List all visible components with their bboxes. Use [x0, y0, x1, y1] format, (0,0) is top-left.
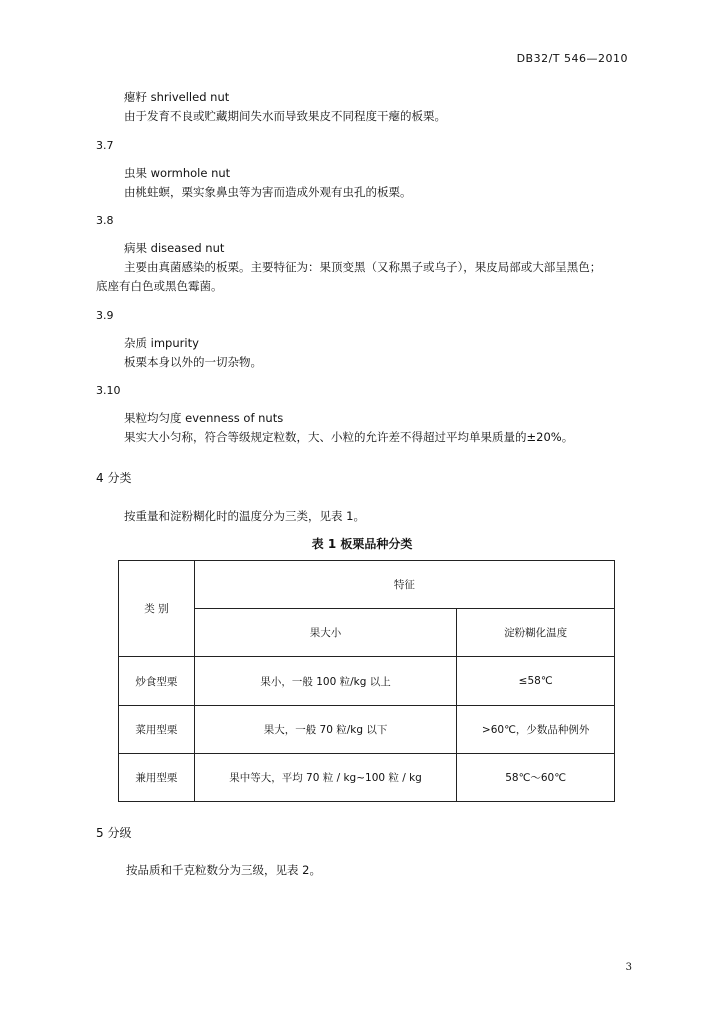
table-header-size: 果大小	[194, 609, 456, 657]
table-cell-temp: >60℃，少数品种例外	[457, 706, 615, 754]
section-4-text: 按重量和淀粉糊化时的温度分为三类，见表 1。	[124, 509, 365, 523]
table-header-category: 类 别	[119, 561, 195, 657]
table-cell-size: 果中等大，平均 70 粒 / kg~100 粒 / kg	[194, 754, 456, 802]
classification-table	[118, 560, 615, 802]
table-header-feature: 特征	[194, 561, 614, 609]
term-evenness-of-nuts: 果粒均匀度 evenness of nuts	[124, 411, 284, 425]
definition-impurity: 板栗本身以外的一切杂物。	[124, 355, 262, 369]
page-number: 3	[625, 962, 632, 973]
document-code: DB32/T 546—2010	[516, 52, 628, 65]
table-cell-temp: ≤58℃	[457, 657, 615, 706]
term-diseased-nut: 病果 diseased nut	[124, 241, 225, 255]
section-4-heading: 4 分类	[96, 471, 132, 485]
term-wormhole-nut: 虫果 wormhole nut	[124, 166, 231, 180]
clause-number-3-8: 3.8	[96, 214, 114, 227]
definition-evenness-of-nuts: 果实大小匀称，符合等级规定粒数，大、小粒的允许差不得超过平均单果质量的±20%。	[124, 430, 574, 444]
clause-number-3-9: 3.9	[96, 309, 114, 322]
table-cell-category: 兼用型栗	[119, 754, 195, 802]
definition-diseased-nut-line2: 底座有白色或黑色霉菌。	[96, 279, 223, 293]
definition-diseased-nut-line1: 主要由真菌感染的板栗。主要特征为：果顶变黑（又称黑子或乌子），果皮局部或大部呈黑色；	[124, 260, 602, 274]
term-shrivelled-nut: 瘪籽 shrivelled nut	[124, 90, 230, 104]
table-header-temp: 淀粉糊化温度	[457, 609, 615, 657]
term-impurity: 杂质 impurity	[124, 336, 199, 350]
clause-number-3-10: 3.10	[96, 384, 121, 397]
table-cell-size: 果大，一般 70 粒/kg 以下	[194, 706, 456, 754]
section-5-text: 按品质和千克粒数分为三级，见表 2。	[126, 863, 321, 877]
section-5-heading: 5 分级	[96, 826, 132, 840]
table-cell-size: 果小，一般 100 粒/kg 以上	[194, 657, 456, 706]
clause-number-3-7: 3.7	[96, 139, 114, 152]
table-row	[119, 754, 615, 802]
table-row	[119, 657, 615, 706]
definition-shrivelled-nut: 由于发育不良或贮藏期间失水而导致果皮不同程度干瘪的板栗。	[124, 109, 446, 123]
table-cell-temp: 58℃～60℃	[457, 754, 615, 802]
table-1-caption: 表 1 板栗品种分类	[311, 537, 413, 551]
table-row	[119, 706, 615, 754]
table-cell-category: 炒食型栗	[119, 657, 195, 706]
definition-wormhole-nut: 由桃蛀螟，栗实象鼻虫等为害而造成外观有虫孔的板栗。	[124, 185, 412, 199]
table-cell-category: 菜用型栗	[119, 706, 195, 754]
